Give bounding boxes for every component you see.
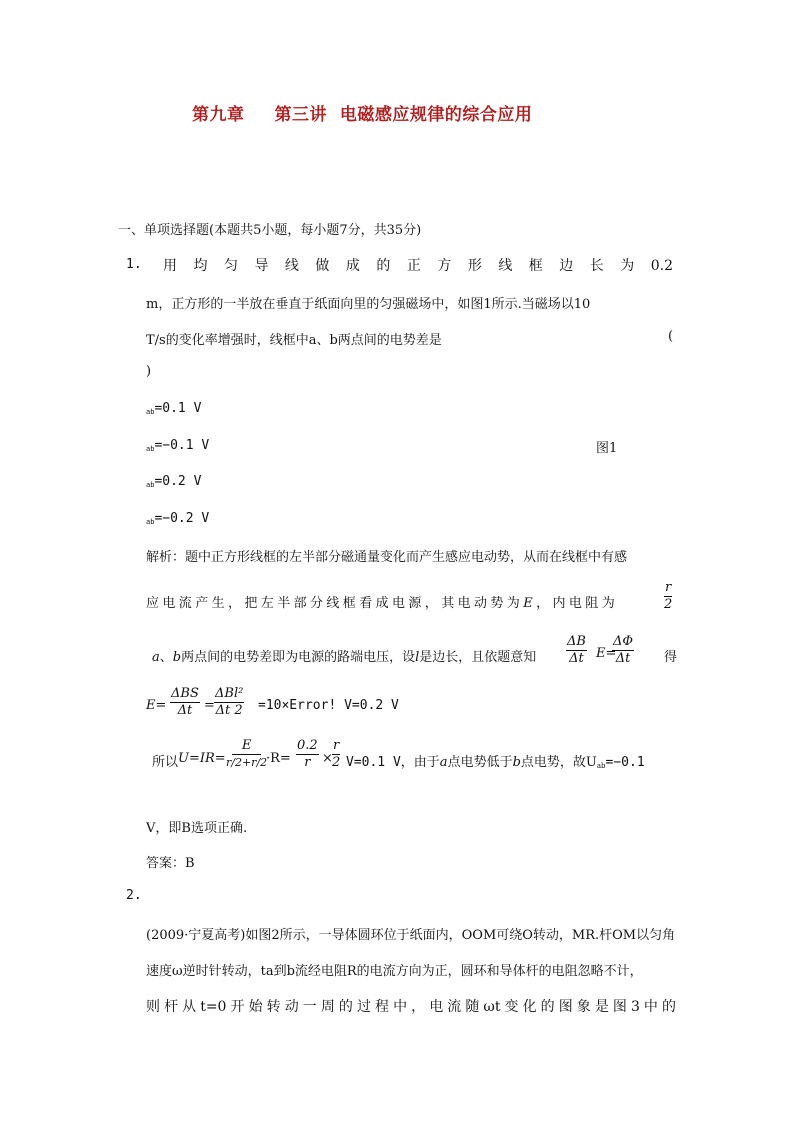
q1-paren-close: ) xyxy=(146,364,152,379)
q2-number: 2. xyxy=(126,888,142,903)
analysis-line3: a、b两点间的电势差即为电源的路端电压，设l是边长，且依题意知 xyxy=(152,650,537,665)
q1-option-a: $_{ab}$=0.1 V xyxy=(146,401,202,416)
q1-line2: m，正方形的一半放在垂直于纸面向里的匀强磁场中，如图1所示.当磁场以10 xyxy=(146,297,591,312)
q1-line1: 用均匀导线做成的正方形线框边长为0.2 xyxy=(163,258,673,274)
q2-line3: 则杆从t=0开始转动一周的过程中，电流随ωt变化的图象是图3中的 xyxy=(146,999,676,1015)
page-title xyxy=(192,100,532,125)
fraction-dB-dt: $\frac{\Delta B}{\Delta t}$ xyxy=(567,634,586,666)
eq-result: =10×Error! V=0.2 V xyxy=(258,698,399,713)
conclusion: V，即B选项正确. xyxy=(146,821,248,836)
U-IR: U=IR= xyxy=(178,751,226,766)
result-line: V=0.1 V，由于a点电势低于b点电势，故$U_{ab}=-0.1$ xyxy=(346,755,645,770)
answer: 答案：B xyxy=(146,856,195,871)
analysis-line1: 解析：题中正方形线框的左半部分磁通量变化而产生感应电动势，从而在线框中有感 xyxy=(146,550,628,565)
de-label: 得 xyxy=(664,650,678,665)
q1-number: 1. xyxy=(126,257,142,272)
times-sign: × xyxy=(322,751,333,766)
q1-line3: T/s的变化率增强时，线框中a、b两点间的电势差是 xyxy=(146,333,442,348)
q2-line2: 速度ω逆时针转动，ta到b流经电阻R的电流方向为正，圆环和导体杆的电阻忽略不计， xyxy=(146,964,643,979)
times-R: ·R= xyxy=(266,751,291,766)
analysis-line2: 应电流产生，把左半部分线框看成电源，其电动势为E，内电阻为 xyxy=(146,596,619,611)
E-equals-2: E= xyxy=(146,698,167,713)
fraction-dBS-dt: $\frac{\text{ΔBS}}{\Delta t}$ xyxy=(171,686,199,718)
E-equals: E= xyxy=(596,646,617,661)
so-label: 所以 xyxy=(152,755,179,770)
fraction-r-over-2b: $\frac{r}{2}$ xyxy=(332,738,341,770)
q1-option-b: $_{ab}$=−0.1 V xyxy=(146,438,210,453)
q1-option-c: $_{ab}$=0.2 V xyxy=(146,474,202,489)
fraction-E-over-r: $\frac{E}{r/2+r/2}$ xyxy=(226,738,268,769)
fraction-r-over-2: $\frac{r}{2}$ xyxy=(664,580,673,612)
fraction-dPhi-dt: $\frac{\Delta\Phi}{\Delta t}$ xyxy=(613,634,634,666)
section-heading: 一、单项选择题(本题共5小题，每小题7分，共35分) xyxy=(118,223,422,238)
q1-option-d: $_{ab}$=−0.2 V xyxy=(146,511,210,526)
lecture-label: 第三讲 xyxy=(274,105,327,125)
chapter-label: 第九章 xyxy=(192,105,245,125)
topic-label: 电磁感应规律的综合应用 xyxy=(339,105,533,125)
figure-1-label: 图1 xyxy=(596,441,618,456)
q1-paren-open: ( xyxy=(668,329,674,344)
fraction-dBl2-dt2: $\frac{\text{ΔBl²}}{\Delta t 2}$ xyxy=(215,686,244,718)
q2-line1: (2009·宁夏高考)如图2所示，一导体圆环位于纸面内，OOM可绕O转动，MR.杆OM以匀角 xyxy=(146,928,676,943)
fraction-02-over-r: $\frac{0.2}{r}$ xyxy=(297,738,318,770)
